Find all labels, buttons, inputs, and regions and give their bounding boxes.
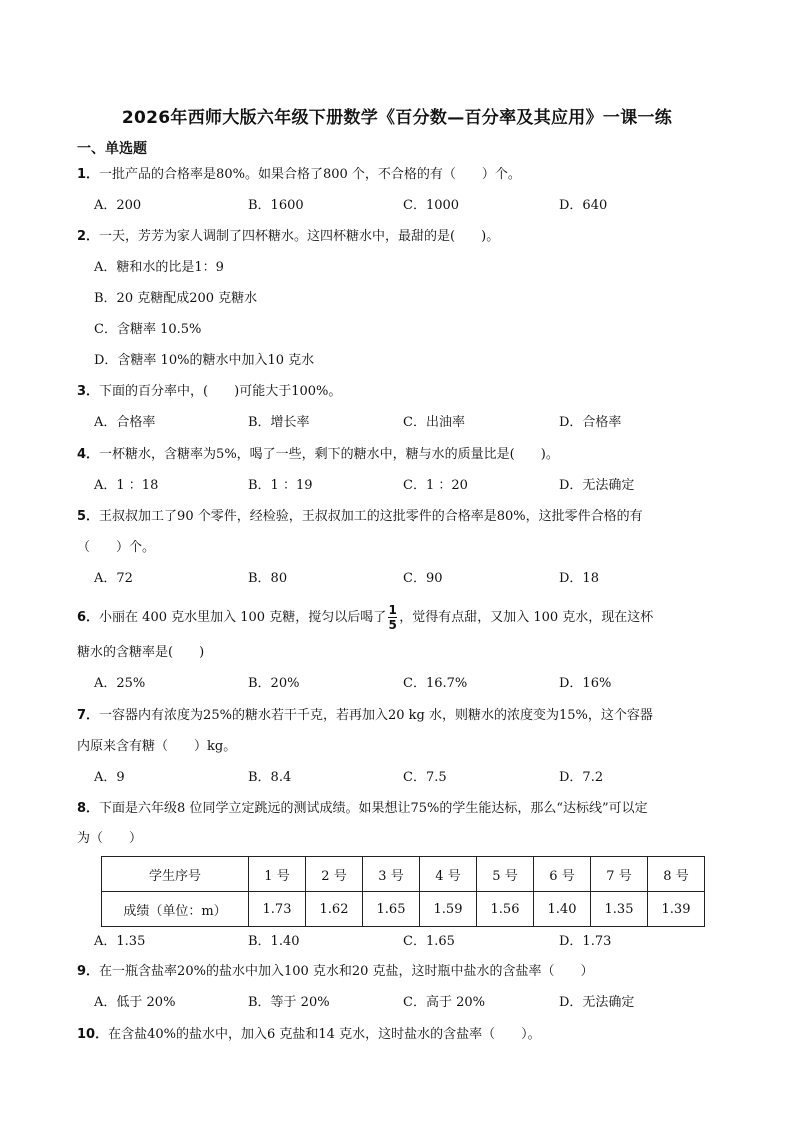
option-d: D．7.2: [559, 770, 604, 785]
option-a: A．200: [94, 198, 142, 213]
option-b: B．20%: [248, 676, 300, 691]
table-cell: 成绩（单位：m）: [102, 892, 249, 927]
question-5-continuation: （ ）个。: [77, 540, 156, 555]
question-text: 在一瓶含盐率20%的盐水中加入100 克水和20 克盐，这时瓶中盐水的含盐率（ ）: [99, 964, 594, 979]
question-7: [77, 707, 653, 725]
table-cell: 5 号: [477, 857, 534, 892]
option-d: D．无法确定: [559, 995, 635, 1010]
question-number: 6．: [77, 610, 100, 625]
question-number: 3．: [77, 384, 100, 399]
option-a: A．72: [94, 571, 133, 586]
option-a: A．低于 20%: [94, 995, 176, 1010]
question-text: 一杯糖水，含糖率为5%，喝了一些，剩下的糖水中，糖与水的质量比是( )。: [99, 447, 559, 462]
question-number: 4．: [77, 447, 100, 462]
table-cell: 7 号: [591, 857, 648, 892]
option-b: B．80: [248, 571, 288, 586]
table-cell: 1.62: [306, 892, 363, 927]
table-cell: 1.59: [420, 892, 477, 927]
question-6-continuation: 糖水的含糖率是( ): [77, 645, 205, 660]
page-title: 2026年西师大版六年级下册数学《百分数—百分率及其应用》一课一练: [121, 108, 673, 128]
fraction: [388, 604, 397, 631]
question-number: 10．: [77, 1027, 109, 1042]
table-cell: 1.39: [648, 892, 705, 927]
table-row: [102, 892, 705, 927]
question-3: [77, 383, 341, 401]
table-cell: 1.40: [534, 892, 591, 927]
question-2: [77, 228, 499, 246]
table-cell: 1.56: [477, 892, 534, 927]
question-10: [77, 1026, 541, 1044]
question-text: 小丽在 400 克水里加入 100 克糖，搅匀以后喝了: [99, 610, 387, 625]
table-cell: 2 号: [306, 857, 363, 892]
option-c: C．1000: [403, 198, 460, 213]
table-cell: 6 号: [534, 857, 591, 892]
fraction-denominator: 5: [388, 618, 397, 632]
question-8: [77, 800, 648, 818]
option-b: B．1 ：19: [248, 478, 313, 493]
question-number: 8．: [77, 801, 100, 816]
question-text: 下面的百分率中，( )可能大于100%。: [99, 384, 342, 399]
option-a: A．合格率: [94, 415, 156, 430]
question-9: [77, 963, 594, 981]
question-5: [77, 508, 643, 526]
question-text: 王叔叔加工了90 个零件，经检验，王叔叔加工的这批零件的合格率是80%，这批零件合格的有: [99, 509, 643, 524]
option-c: C．90: [403, 571, 443, 586]
option-c: C．16.7%: [403, 676, 468, 691]
option-d: D．无法确定: [559, 478, 635, 493]
table-cell: 1 号: [249, 857, 306, 892]
question-text: 在含盐40%的盐水中，加入6 克盐和14 克水，这时盐水的含盐率（ ）。: [108, 1027, 541, 1042]
option-b: B．增长率: [248, 415, 310, 430]
option-d: D．1.73: [559, 934, 612, 949]
option-c: C．出油率: [403, 415, 465, 430]
question-text: 一容器内有浓度为25%的糖水若干千克，若再加入20 kg 水，则糖水的浓度变为15%，这个容器: [99, 708, 653, 723]
option-d: D．18: [559, 571, 599, 586]
option-c: C．7.5: [403, 770, 447, 785]
question-number: 2．: [77, 229, 100, 244]
question-text: 一批产品的合格率是80%。如果合格了800 个，不合格的有（ ）个。: [99, 167, 521, 182]
question-6: [77, 604, 653, 631]
question-number: 1．: [77, 167, 100, 182]
question-text-continued: ，觉得有点甜，又加入 100 克水，现在这杯: [399, 610, 654, 625]
question-7-continuation: 内原来含有糖（ ）kg。: [77, 739, 237, 754]
option-a: A．9: [94, 770, 125, 785]
option-b: B．20 克糖配成200 克糖水: [94, 291, 258, 306]
fraction-numerator: 1: [388, 603, 397, 617]
question-text: 一天，芳芳为家人调制了四杯糖水。这四杯糖水中，最甜的是( )。: [99, 229, 500, 244]
table-cell: 4 号: [420, 857, 477, 892]
table-cell: 8 号: [648, 857, 705, 892]
scores-table: [101, 856, 705, 927]
option-a: A．25%: [94, 676, 146, 691]
option-b: B．1.40: [248, 934, 300, 949]
option-d: D．640: [559, 198, 608, 213]
option-d: D．合格率: [559, 415, 622, 430]
question-number: 9．: [77, 964, 100, 979]
option-a: A．1.35: [94, 934, 146, 949]
option-d: D．16%: [559, 676, 612, 691]
option-b: B．8.4: [248, 770, 292, 785]
question-4: [77, 446, 559, 464]
option-a: A．糖和水的比是1：9: [94, 260, 224, 275]
question-number: 5．: [77, 509, 100, 524]
table-cell: 1.73: [249, 892, 306, 927]
question-number: 7．: [77, 708, 100, 723]
option-b: B．等于 20%: [248, 995, 330, 1010]
question-1: [77, 166, 521, 184]
table-cell: 1.65: [363, 892, 420, 927]
option-c: C．含糖率 10.5%: [94, 322, 202, 337]
option-c: C．1.65: [403, 934, 455, 949]
question-text: 下面是六年级8 位同学立定跳远的测试成绩。如果想让75%的学生能达标，那么“达标线”可以定: [99, 801, 648, 816]
option-c: C．高于 20%: [403, 995, 485, 1010]
question-8-continuation: 为（ ）: [77, 831, 143, 846]
option-c: C．1 ：20: [403, 478, 468, 493]
section-heading: 一、单选题: [77, 141, 147, 157]
table-cell: 1.35: [591, 892, 648, 927]
option-d: D．含糖率 10%的糖水中加入10 克水: [94, 353, 315, 368]
option-a: A．1 ：18: [94, 478, 159, 493]
table-row: [102, 857, 705, 892]
table-cell: 学生序号: [102, 857, 249, 892]
option-b: B．1600: [248, 198, 304, 213]
table-cell: 3 号: [363, 857, 420, 892]
